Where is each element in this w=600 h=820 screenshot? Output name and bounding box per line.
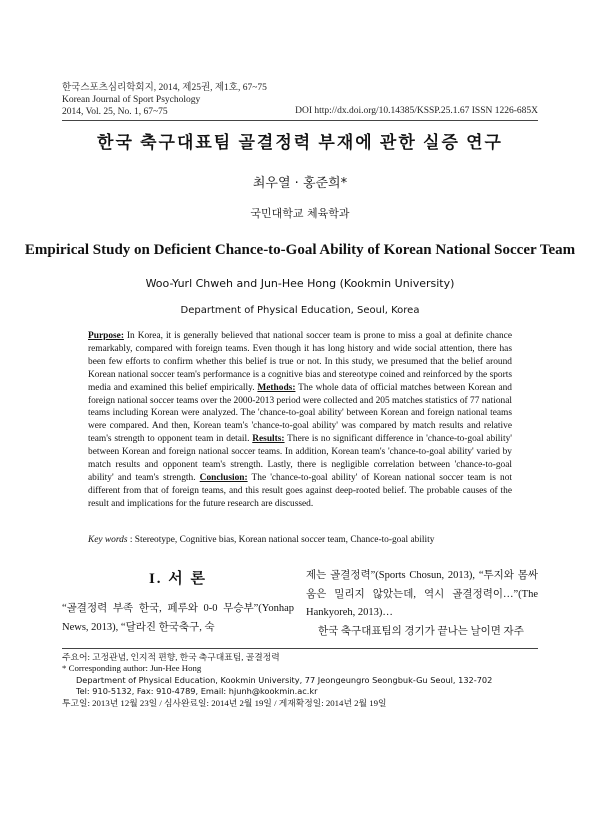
journal-header-volume: 2014, Vol. 25, No. 1, 67~75 bbox=[62, 107, 168, 117]
purpose-text: In Korea, it is generally believed that national soccer team is prone to miss a goal at definite chance remarkably, compared with foreign teams. Even though it has long history and wide social attention, there has been few efforts to confirm whether this belief is true or not. In this study, we presumed that the belief around Korean national soccer team's performance is a cognitive bias and stereotype coined and reinforced by the sports media and examined this belief empirically. bbox=[88, 331, 512, 393]
conclusion-label: Conclusion: bbox=[199, 472, 248, 483]
english-affiliation: Department of Physical Education, Seoul, Korea bbox=[180, 305, 420, 316]
methods-text: The whole data of official matches between Korean and foreign national soccer teams over the 2000-2013 period were collected and 205 matches statistics of 77 national teams including Korean were analyzed. The 'chance-to-goal ability' between Korean and foreign national teams were compared. And then, Korean team's 'chance-to-goal ability' was compared by match results and relative team's strength to opponent team in detail. bbox=[88, 382, 512, 445]
conclusion-text: The 'chance-to-goal ability' of Korean national soccer team is not different from that of foreign teams, and this result goes against deep-rooted belief. The probable causes of the result and implications for the future research are discussed. bbox=[88, 472, 512, 509]
keywords bbox=[88, 535, 512, 545]
keywords-label: Key words bbox=[88, 535, 128, 545]
keywords-text: : Stereotype, Cognitive bias, Korean national soccer team, Chance-to-goal ability bbox=[127, 535, 435, 545]
footnote-keywords-korean: 주요어: 고정관념, 인지적 편향, 한국 축구대표팀, 골결정력 bbox=[62, 652, 280, 662]
korean-authors: 최우열 · 홍준희* bbox=[252, 176, 348, 191]
footnote-dates: 투고일: 2013년 12월 23일 / 심사완료일: 2014년 2월 19일 / 게재확정일: 2014년 2월 19일 bbox=[62, 697, 387, 708]
korean-affiliation: 국민대학교 체육학과 bbox=[250, 207, 350, 220]
footnotes bbox=[62, 652, 492, 709]
abstract bbox=[88, 330, 512, 511]
english-title: Empirical Study on Deficient Chance-to-Goal Ability of Korean National Soccer Team bbox=[24, 242, 576, 258]
body-right-paragraph-1: 제는 골결정력”(Sports Chosun, 2013), “투지와 몸싸움은 밀리지 않았는데, 역시 골결정력이…”(The Hankyoreh, 2013)… bbox=[306, 570, 538, 618]
footnote-rule bbox=[62, 648, 538, 649]
journal-header bbox=[62, 82, 267, 118]
english-authors: Woo-Yurl Chweh and Jun-Hee Hong (Kookmin University) bbox=[145, 277, 455, 290]
footnote-corresponding-author: * Corresponding author: Jun-Hee Hong bbox=[62, 663, 202, 674]
footnote-contact: Tel: 910-5132, Fax: 910-4789, Email: hjunh@kookmin.ac.kr bbox=[76, 686, 318, 697]
body-right-paragraph-2: 한국 축구대표팀의 경기가 끝나는 날이면 자주 bbox=[318, 625, 524, 637]
body-right-column bbox=[306, 567, 538, 641]
body-left-column: “골결정력 부족 한국, 페루와 0-0 무승부”(Yonhap News, 2013), “달라진 한국축구, 숙 bbox=[62, 603, 294, 633]
header-rule bbox=[62, 120, 538, 121]
journal-header-korean: 한국스포츠심리학회지, 2014, 제25권, 제1호, 67~75 bbox=[62, 83, 267, 93]
footnote-address: Department of Physical Education, Kookmin University, 77 Jeongeungro Seongbuk-Gu Seoul, 132-702 bbox=[76, 674, 493, 685]
section-heading-introduction: I. 서 론 bbox=[148, 571, 208, 587]
korean-title: 한국 축구대표팀 골결정력 부재에 관한 실증 연구 bbox=[97, 133, 503, 152]
results-label: Results: bbox=[252, 434, 285, 445]
journal-header-english: Korean Journal of Sport Psychology bbox=[62, 95, 201, 105]
methods-label: Methods: bbox=[257, 382, 296, 393]
results-text: There is no significant difference in 'chance-to-goal ability' between Korean and foreign national soccer teams. In addition, Korean team's 'chance-to-goal ability' varied by match results and opponent team's strength. Lastly, there is negligible correlation between 'chance-to-goal ability' and team's strength. bbox=[88, 434, 512, 483]
purpose-label: Purpose: bbox=[88, 331, 124, 341]
doi-issn: DOI http://dx.doi.org/10.14385/KSSP.25.1.67 ISSN 1226-685X bbox=[295, 106, 538, 116]
